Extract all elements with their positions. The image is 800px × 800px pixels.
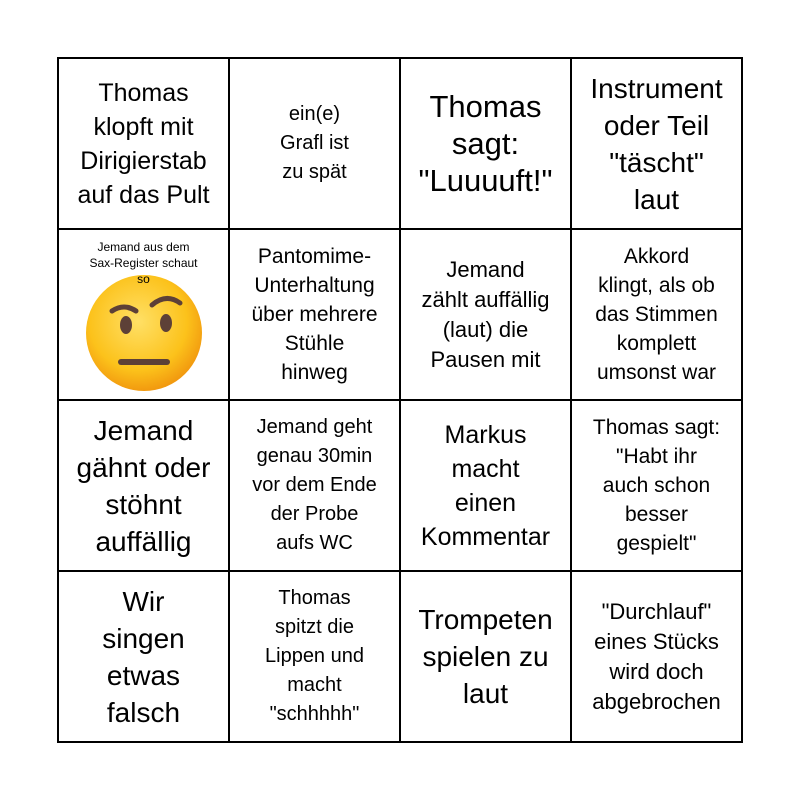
- bingo-cell[interactable]: [571, 400, 742, 571]
- cell-text: Thomas sagt: "Habt ihr auch schon besser gespielt": [592, 416, 721, 555]
- cell-text: Jemand gähnt oder stöhnt auffällig: [76, 414, 211, 557]
- emoji-face: [86, 275, 202, 391]
- bingo-cell[interactable]: [400, 229, 571, 400]
- bingo-cell[interactable]: [58, 58, 229, 229]
- bingo-cell[interactable]: [58, 571, 229, 742]
- cell-text: Wir singen etwas falsch: [102, 585, 185, 728]
- cell-text: Jemand geht genau 30min vor dem Ende der Probe aufs WC: [252, 416, 377, 554]
- emoji-left-eye: [120, 316, 132, 334]
- cell-text: Instrument oder Teil "täscht" laut: [590, 72, 723, 215]
- cell-text: Markus macht einen Kommentar: [420, 420, 551, 551]
- cell-text: Akkord klingt, als ob das Stimmen komplett umsonst war: [595, 245, 718, 384]
- cell-text: "Durchlauf" eines Stücks wird doch abgebrochen: [592, 598, 721, 714]
- bingo-cell[interactable]: [229, 571, 400, 742]
- bingo-cell[interactable]: [229, 58, 400, 229]
- bingo-cell[interactable]: [400, 571, 571, 742]
- emoji-right-eye: [160, 314, 172, 332]
- bingo-cell[interactable]: [400, 400, 571, 571]
- bingo-cell[interactable]: [229, 400, 400, 571]
- cell-text: Thomas klopft mit Dirigierstab auf das Pult: [77, 78, 210, 209]
- bingo-board: [57, 57, 743, 743]
- cell-text: Trompeten spielen zu laut: [418, 604, 553, 709]
- emoji-mouth: [118, 359, 170, 365]
- bingo-cell[interactable]: [400, 58, 571, 229]
- cell-text: ein(e) Grafl ist zu spät: [280, 103, 349, 183]
- cell-text: Jemand zählt auffällig (laut) die Pausen mit: [421, 256, 550, 372]
- cell-text: Thomas spitzt die Lippen und macht "schhhhh": [265, 587, 364, 725]
- cell-text: Pantomime- Unterhaltung über mehrere Stühle hinweg: [251, 245, 378, 384]
- cell-text: Thomas sagt: "Luuuuft!": [418, 89, 553, 198]
- bingo-cell[interactable]: [58, 400, 229, 571]
- image-caption: Jemand aus dem Sax-Register schaut so: [89, 239, 198, 286]
- bingo-cell[interactable]: [571, 229, 742, 400]
- bingo-cell[interactable]: [58, 229, 229, 400]
- bingo-cell[interactable]: [571, 58, 742, 229]
- bingo-cell[interactable]: [229, 229, 400, 400]
- cell-image: [82, 237, 206, 393]
- raised-eyebrow-emoji-icon: [82, 269, 206, 393]
- bingo-cell[interactable]: [571, 571, 742, 742]
